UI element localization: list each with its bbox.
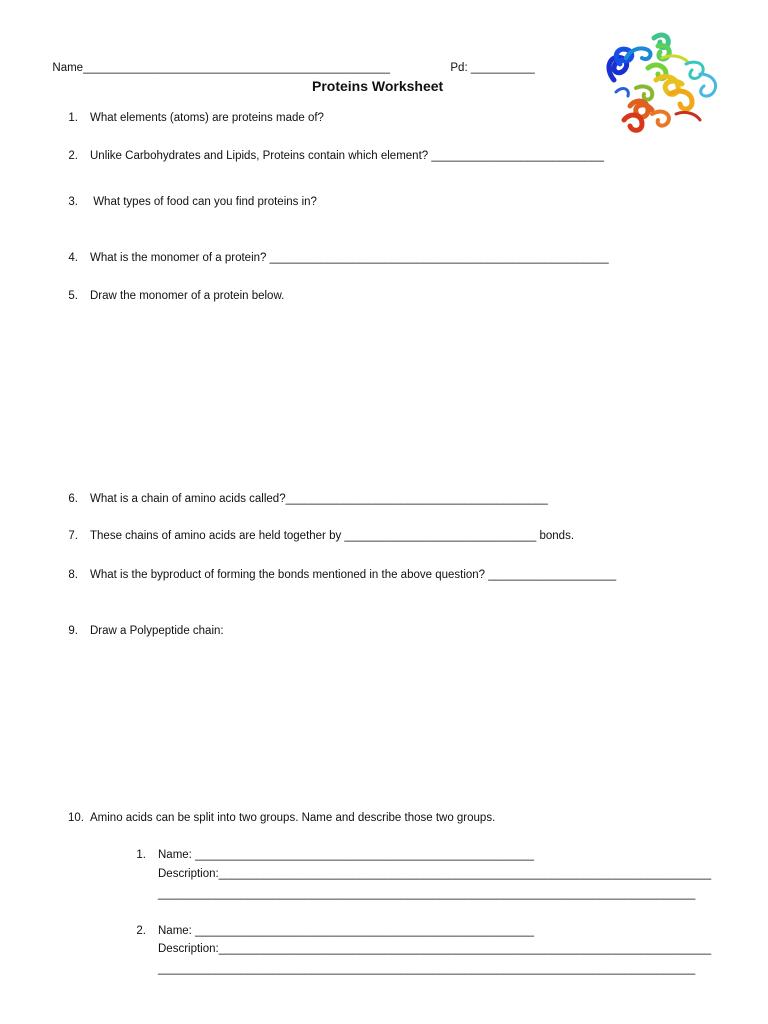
- group-name-blank[interactable]: _____________________________________________________: [195, 849, 535, 861]
- question-text: What elements (atoms) are proteins made of?: [90, 112, 324, 124]
- question-text[interactable]: Unlike Carbohydrates and Lipids, Proteins contain which element? ___________________________: [90, 150, 605, 162]
- question-number: 3.: [68, 196, 78, 208]
- name-blank[interactable]: ________________________________________________: [83, 62, 391, 74]
- question-text: Draw the monomer of a protein below.: [90, 290, 285, 302]
- question-text: What types of food can you find proteins in?: [90, 196, 317, 208]
- question-text[interactable]: What is the byproduct of forming the bonds mentioned in the above question? ____________________: [90, 569, 617, 581]
- question-number: 7.: [68, 530, 78, 542]
- question-text[interactable]: These chains of amino acids are held together by ______________________________ bonds.: [90, 530, 575, 542]
- question-number: 4.: [68, 252, 78, 264]
- group-description-blank[interactable]: _____________________________________________________________________________: [218, 943, 712, 955]
- group-number: 2.: [136, 925, 146, 937]
- question-number: 2.: [68, 150, 78, 162]
- group-name-label: Name:: [158, 849, 196, 861]
- question-text: Amino acids can be split into two groups. Name and describe those two groups.: [90, 812, 496, 824]
- group-description-extra-line[interactable]: ____________________________________________________________________________________: [158, 963, 696, 975]
- question-number: 5.: [68, 290, 78, 302]
- question-text: Draw a Polypeptide chain:: [90, 625, 224, 637]
- question-number: 9.: [68, 625, 78, 637]
- period-blank[interactable]: __________: [470, 62, 535, 74]
- group-name-field[interactable]: [158, 924, 534, 938]
- period-field[interactable]: [444, 47, 535, 75]
- page-title: Proteins Worksheet: [312, 78, 444, 94]
- group-description-extra-line[interactable]: ____________________________________________________________________________________: [158, 888, 696, 900]
- group-description-label: Description:: [158, 943, 219, 955]
- question-text[interactable]: What is a chain of amino acids called?_________________________________________: [90, 493, 548, 505]
- question-number: 10.: [68, 812, 84, 824]
- group-description-blank[interactable]: _____________________________________________________________________________: [218, 868, 712, 880]
- protein-ribbon-structure-icon: [596, 28, 730, 140]
- name-label: Name: [52, 62, 84, 74]
- group-description-field[interactable]: [158, 867, 711, 881]
- group-number: 1.: [136, 849, 146, 861]
- question-number: 6.: [68, 493, 78, 505]
- group-description-field[interactable]: [158, 942, 711, 956]
- group-name-field[interactable]: [158, 848, 534, 862]
- group-description-label: Description:: [158, 868, 219, 880]
- question-text[interactable]: What is the monomer of a protein? _____________________________________________________: [90, 252, 609, 264]
- question-number: 8.: [68, 569, 78, 581]
- period-label: Pd:: [450, 62, 468, 74]
- group-name-label: Name:: [158, 925, 196, 937]
- question-number: 1.: [68, 112, 78, 124]
- name-field[interactable]: [46, 47, 390, 75]
- group-name-blank[interactable]: _____________________________________________________: [195, 925, 535, 937]
